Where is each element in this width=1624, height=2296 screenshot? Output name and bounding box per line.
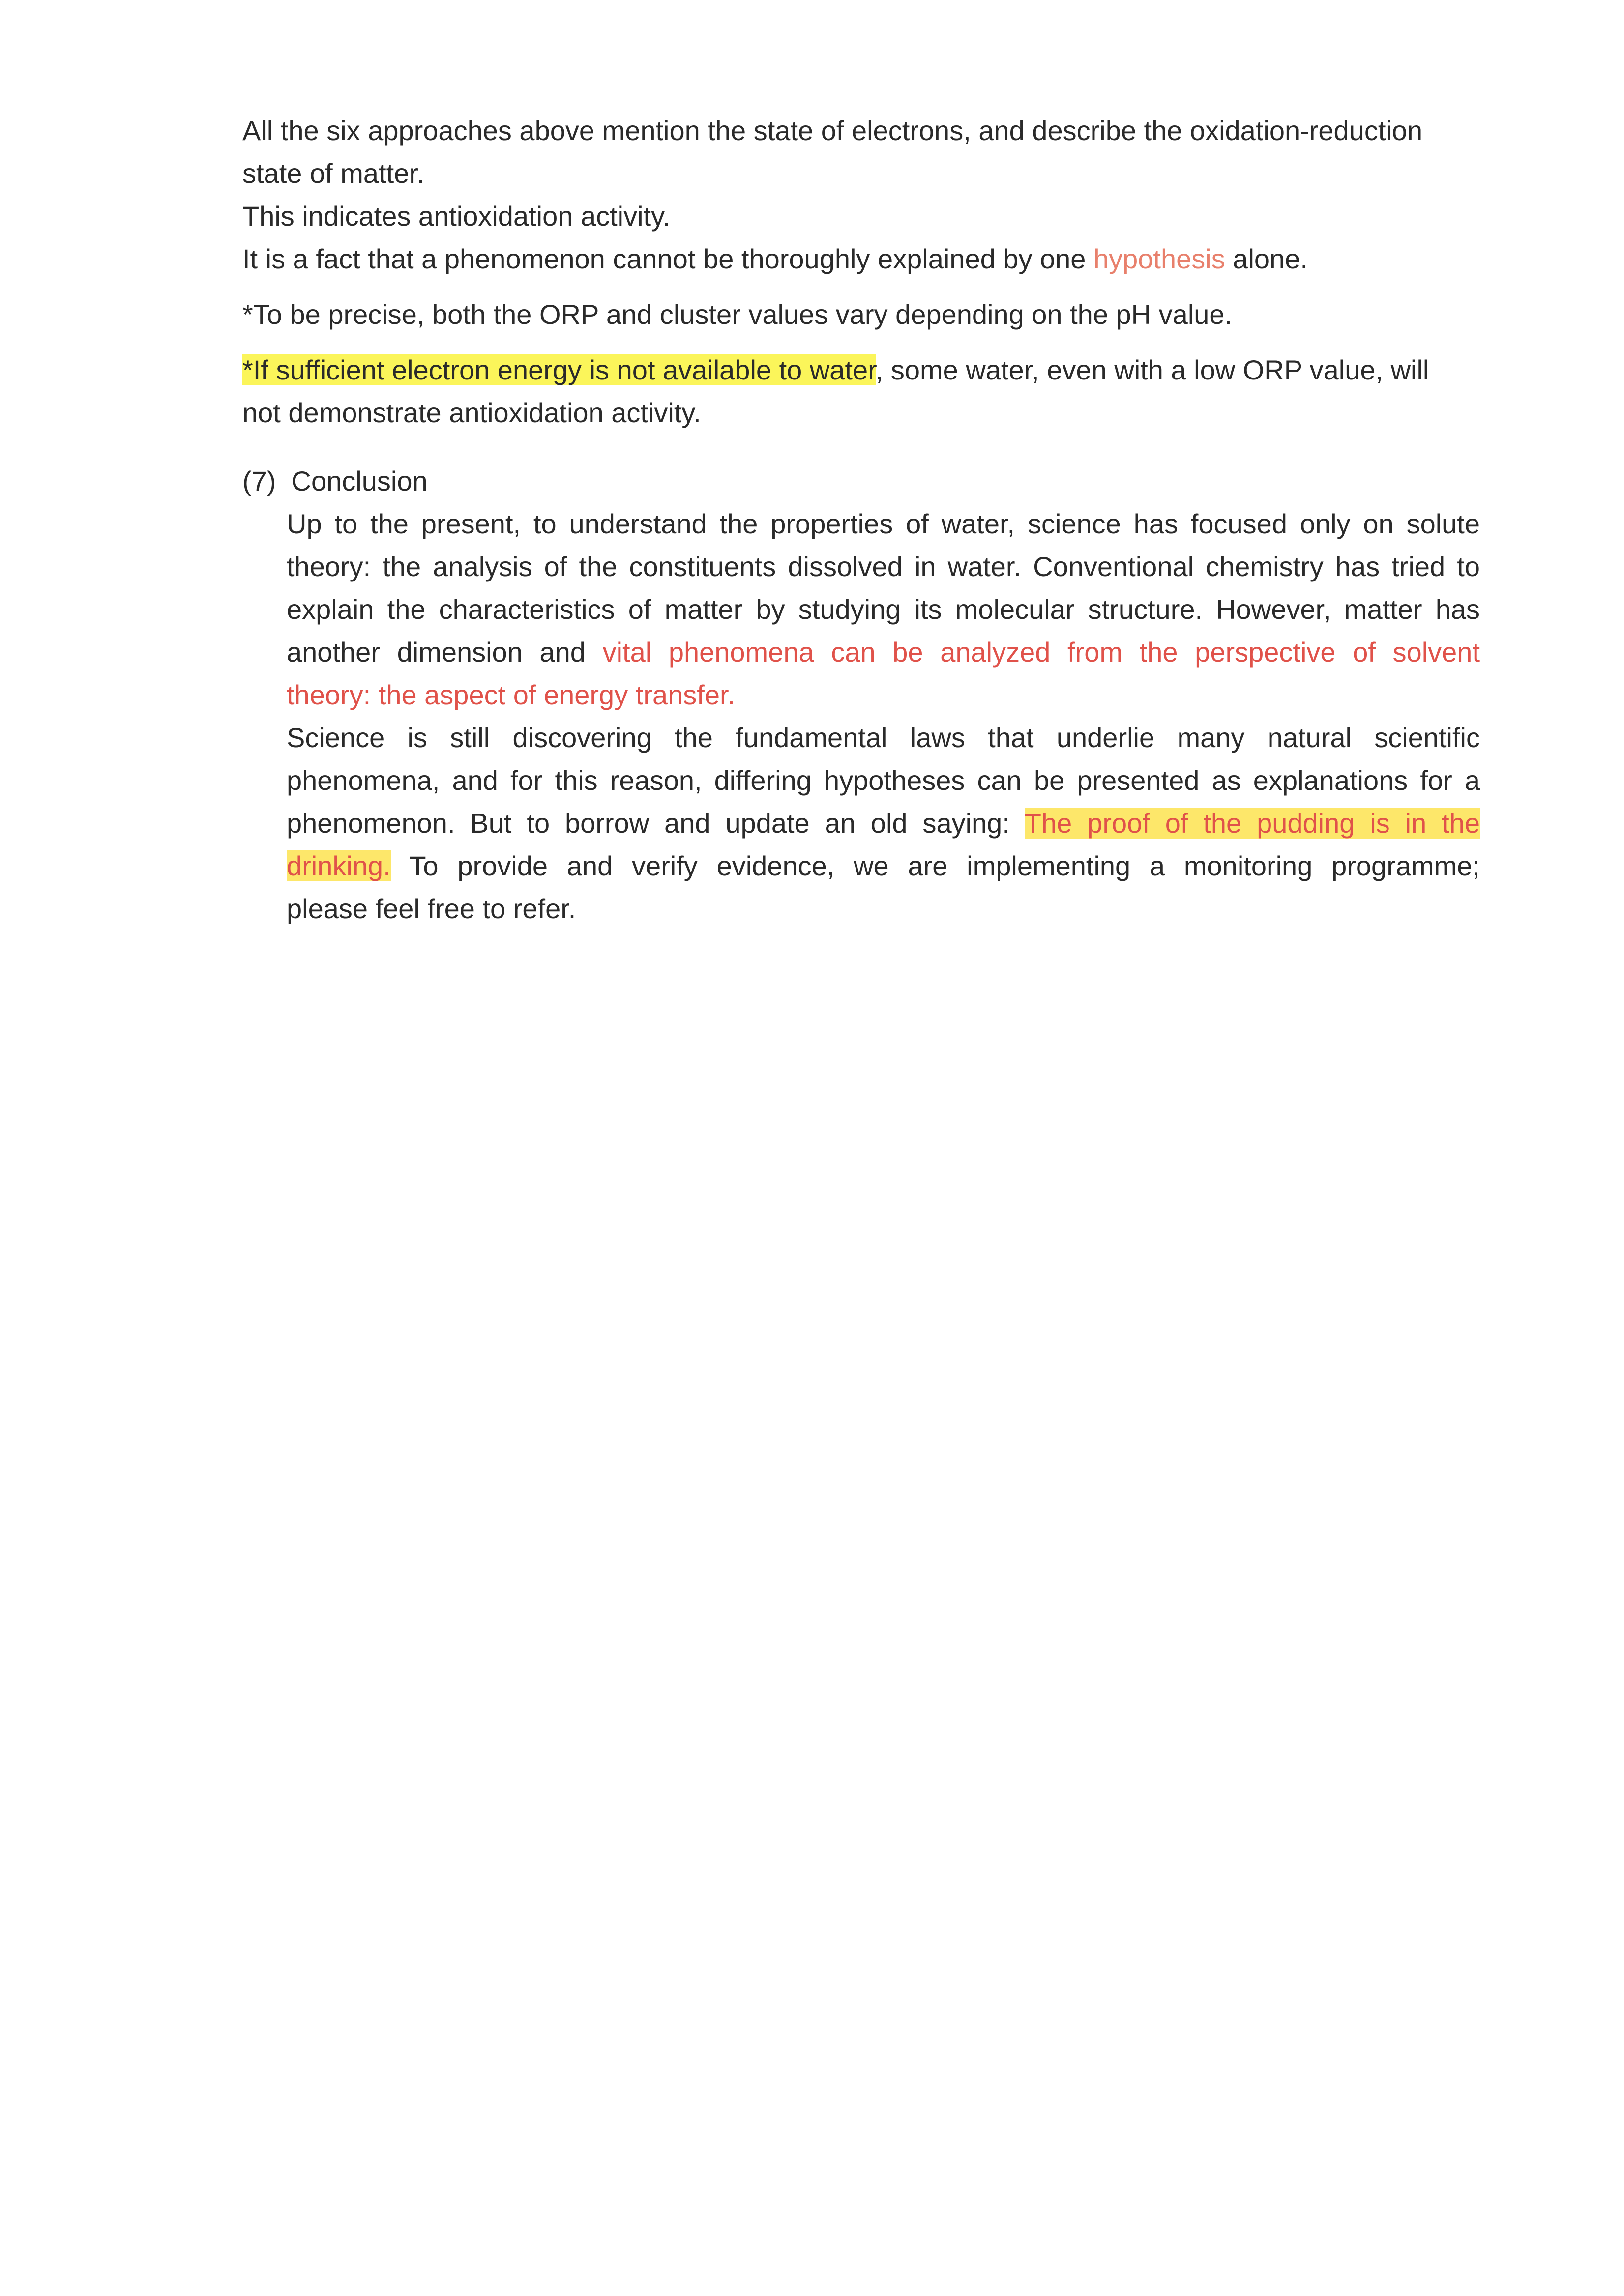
note-electron-energy-rest: , some water, even with a low ORP value, will: [875, 354, 1429, 385]
conclusion-heading: (7) Conclusion: [242, 465, 428, 496]
highlighted-pudding-saying: The proof of the pudding is in the: [1024, 808, 1480, 839]
red-solvent-theory-text: vital phenomena can be analyzed from the perspective of solvent: [602, 637, 1480, 668]
intro-line-2: state of matter.: [242, 158, 425, 189]
conclusion-p1-line-2: theory: the analysis of the constituents dissolved in water. Conventional chemistry has tried to: [287, 551, 1480, 582]
conclusion-body: [287, 502, 1480, 930]
highlighted-drinking-word: drinking.: [287, 850, 391, 881]
conclusion-p2-line-2: phenomena, and for this reason, differing hypotheses can be presented as explanations for a: [287, 765, 1480, 796]
page-content: [242, 109, 1480, 930]
note-electron-energy-line-2: not demonstrate antioxidation activity.: [242, 397, 701, 428]
note-electron-energy-line-1: [242, 349, 1480, 391]
hypothesis-word: hypothesis: [1093, 243, 1225, 274]
conclusion-p1-line-1: Up to the present, to understand the properties of water, science has focused only on solute: [287, 508, 1480, 539]
conclusion-p2-line-4: [287, 844, 1480, 887]
highlighted-electron-energy: *If sufficient electron energy is not available to water: [242, 354, 876, 385]
conclusion-p1-line-3: explain the characteristics of matter by studying its molecular structure. However, matter has: [287, 594, 1480, 625]
note-ph-value: *To be precise, both the ORP and cluster values vary depending on the pH value.: [242, 299, 1233, 330]
intro-line-1: All the six approaches above mention the state of electrons, and describe the oxidation-reduction: [242, 115, 1423, 146]
intro-line-4-end: alone.: [1225, 243, 1308, 274]
conclusion-p2-line-5: please feel free to refer.: [287, 893, 576, 924]
intro-line-4: [242, 237, 1480, 280]
conclusion-p2-line-4-text: To provide and verify evidence, we are implementing a monitoring programme;: [390, 850, 1480, 881]
conclusion-p2-line-3: [287, 802, 1480, 844]
conclusion-p1-line-5: theory: the aspect of energy transfer.: [287, 679, 736, 710]
conclusion-p1-line-4-text: another dimension and: [287, 637, 603, 668]
conclusion-p2-line-3-text: phenomenon. But to borrow and update an old saying:: [287, 808, 1025, 839]
intro-line-4-text: It is a fact that a phenomenon cannot be thoroughly explained by one: [242, 243, 1093, 274]
intro-line-3: This indicates antioxidation activity.: [242, 201, 671, 232]
conclusion-p1-line-4: [287, 631, 1480, 673]
conclusion-p2-line-1: Science is still discovering the fundamental laws that underlie many natural scientific: [287, 722, 1480, 753]
